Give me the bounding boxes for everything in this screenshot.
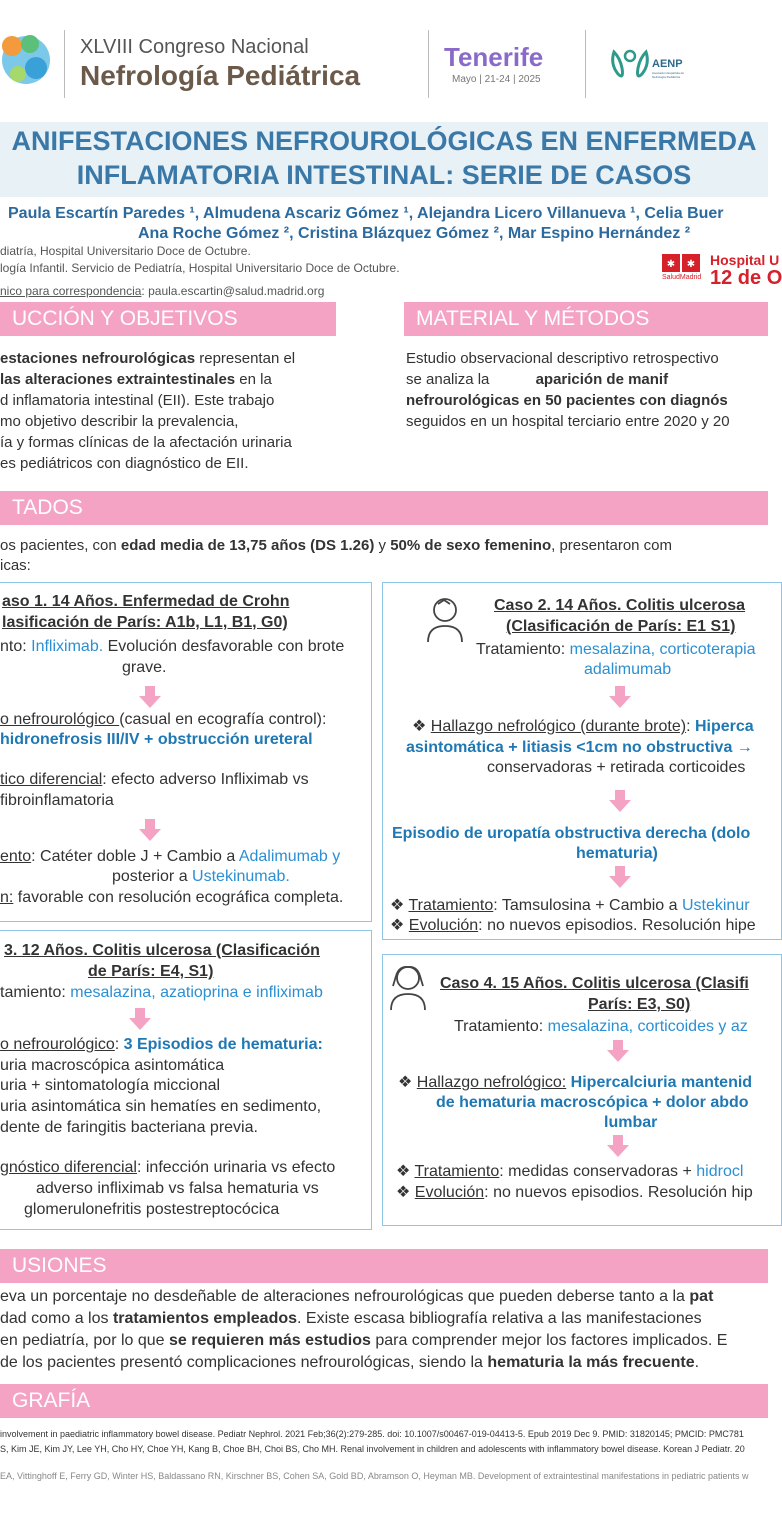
case1-title1: aso 1. 14 Años. Enfermedad de Crohn [2,593,290,610]
case1-tr1c: Adalimumab y [238,848,341,865]
event-month: Mayo [452,74,477,85]
case1-e1b: favorable con resolución ecográfica completa. [13,889,344,906]
case1-t1c: Evolución desfavorable con brote [103,638,345,655]
case1-finding2: hidronefrosis III/IV + obstrucción ureteral [0,731,313,748]
results-l1e: , presentaron com [551,537,673,554]
case1-diff2: fibroinflamatoria [0,792,114,809]
intro-line6: es pediátricos con diagnóstico de EII. [0,455,249,472]
girl-avatar-icon [387,964,429,1010]
case1-finding1 [0,710,326,730]
contact-email[interactable]: : paula.escartin@salud.madrid.org [141,284,325,298]
affiliation-2: logía Infantil. Servicio de Pediatría, Hospital Universitario Doce de Octubre. [0,261,400,275]
case3-title2: de París: E4, S1) [88,963,214,980]
case2-treatment [476,640,756,660]
case3-arrow-icon [129,1008,151,1030]
case4-arrow2-icon [607,1135,629,1157]
hospital-logo-icon [662,252,702,274]
svg-text:✱: ✱ [686,259,696,270]
bibliography-list [0,1428,768,1488]
concl-l3a: en pediatría, por lo que [0,1332,170,1349]
intro-l2a: las alteraciones extraintestinales [0,371,236,388]
concl-l3b: se requieren más estudios [169,1332,371,1349]
results-heading: TADOS [0,491,768,525]
case1-diff1 [0,770,309,790]
case3-title1: 3. 12 Años. Colitis ulcerosa (Clasificación [4,942,320,959]
case3-h1a: o nefrourológico [0,1036,115,1053]
results-l1a: os pacientes, con [0,537,121,554]
case1-t1a: nto: [0,638,32,655]
case3-ep1: uria macroscópica asintomática [0,1057,225,1074]
case1-e1a: n: [0,889,14,906]
intro-l1a: estaciones nefrourológicas [0,350,196,367]
case4-title1: Caso 4. 15 Años. Colitis ulcerosa (Clasifi [440,975,749,992]
case4-h1b: Hallazgo nefrológico: [416,1074,567,1091]
case4-title2: París: E3, S0) [588,996,691,1013]
case1-evolution [0,888,343,908]
case1-arrow1-icon [139,686,161,708]
methods-l2b: aparición de manif [535,371,669,388]
case3-diff3: glomerulonefritis postestreptocócica [24,1201,280,1218]
intro-l2b: en la [235,371,272,388]
case4-finding3: lumbar [604,1114,658,1131]
results-l1b: edad media de 13,75 años (DS 1.26) [120,537,375,554]
case1-treatment2: grave. [122,659,167,676]
case2-tr1a: ❖ [390,897,409,914]
congress-title-line2: Nefrología Pediátrica [80,60,361,91]
case3-t1a: tamiento: [0,984,71,1001]
event-date: Mayo | 21-24 | 2025 [452,74,541,85]
case2-ev [390,916,756,936]
bib-ref1: involvement in paediatric inflammatory bowel disease. Pediatr Nephrol. 2021 Feb;36(2):279-285. doi: 10.1007/s00467-019-04413-5. Epub 2019 Dec 9. PMID: 31820145; PMCID: PMC781 [0,1429,744,1439]
concl-l1b: pat [689,1288,714,1305]
intro-line4: mo objetivo describir la prevalencia, [0,413,239,430]
event-year: 2025 [518,74,541,85]
case3-diff2: adverso infliximab vs falsa hematuria vs [36,1180,319,1197]
case3-ep3: uria asintomática sin hematíes en sedimento, [0,1098,322,1115]
case2-h1d: Hiperca [694,718,754,735]
case3-ep3b: dente de faringitis bacteriana previa. [0,1119,258,1136]
intro-line5: ía y formas clínicas de la afectación urinaria [0,434,292,451]
intro-line1 [0,349,295,369]
case2-tr1b: Tratamiento [408,897,494,914]
conclusions-line3 [0,1331,727,1351]
case4-ev1a: ❖ [396,1184,415,1201]
case2-h1a: ❖ [412,718,431,735]
case1-tr2 [112,867,290,887]
case3-drugs: mesalazina, azatioprina e infliximab [70,984,323,1001]
case2-finding1 [412,717,754,737]
concl-l1a: eva un porcentaje no desdeñable de alteraciones nefrourológicas que pueden deberse tanto a la [0,1288,690,1305]
case1-tr1b: : Catéter doble J + Cambio a [31,848,239,865]
case4-arrow1-icon [607,1040,629,1062]
results-l1c: y [374,537,391,554]
case2-tr1d: Ustekinur [681,897,750,914]
case1-h1b: (casual en ecografía control): [119,711,327,728]
contact-line [0,281,324,301]
case4-tr1a: ❖ [396,1163,415,1180]
case1-d1b: : efecto adverso Infliximab vs [102,771,309,788]
case3-h1c: 3 Episodios de hematuria: [123,1036,323,1053]
svg-text:✱: ✱ [666,259,676,270]
results-l1d: 50% de sexo femenino [390,537,552,554]
tenerife-title: Tenerife [444,42,544,72]
case4-tr1b: Tratamiento [414,1163,500,1180]
case2-tr1c: : Tamsulosina + Cambio a [493,897,682,914]
hospital-name-line1: Hospital U [710,252,780,268]
authors-line1: Paula Escartín Paredes ¹, Almudena Ascariz Gómez ¹, Alejandra Licero Villanueva ¹, Celia Buer [8,205,724,222]
case1-treatment [0,637,344,657]
bib-ref3: EA, Vittinghoff E, Ferry GD, Winter HS, Baldassano RN, Kirschner BS, Cohen SA, Gold BD, Abramson O, Heyman MB. Development of extraintestinal manifestations in pediatric patients w [0,1471,749,1481]
intro-heading: UCCIÓN Y OBJETIVOS [0,302,336,336]
case1-drug: Infliximab. [31,638,104,655]
methods-l2a: se analiza la [406,371,494,388]
case4-ev [396,1183,753,1203]
intro-line2 [0,370,272,390]
case3-finding [0,1035,323,1055]
conclusions-line4 [0,1353,699,1373]
concl-l4a: de los pacientes presentó complicaciones nefrourológicas, siendo la [0,1354,488,1371]
case3-ep2: uria + sintomatología miccional [0,1077,221,1094]
methods-line1: Estudio observacional descriptivo retrospectivo [406,350,719,367]
bibliography-heading: GRAFÍA [0,1384,768,1418]
case2-tr [390,896,750,916]
conclusions-line2 [0,1309,702,1329]
case4-ev1c: : no nuevos episodios. Resolución hip [484,1184,753,1201]
case2-ev1c: : no nuevos episodios. Resolución hipe [478,917,756,934]
concl-l4c: . [694,1354,700,1371]
case4-drugs: mesalazina, corticoides y az [547,1018,748,1035]
concl-l3c: para comprender mejor los factores implicados. E [370,1332,728,1349]
bib-ref2: S, Kim JE, Kim JY, Lee YH, Cho HY, Choe YH, Kang B, Choe BH, Choi BS, Cho MH. Renal involvement in children and adolescents with inflammatory bowel disease. Korean J Pediatr. 20 [0,1444,745,1454]
case4-t1a: Tratamiento: [454,1018,548,1035]
case2-ev1a: ❖ [390,917,409,934]
case3-diff1 [0,1158,335,1178]
case1-tr1 [0,847,340,867]
case2-arrow2-icon [609,790,631,812]
case2-finding3: conservadoras + retirada corticoides [487,759,746,776]
case2-episode1: Episodio de uropatía obstructiva derecha (dolo [392,825,751,842]
methods-line2 [406,370,668,390]
case1-d1a: tico diferencial [0,771,103,788]
case4-h1c: Hipercalciuria mantenid [566,1074,753,1091]
intro-line3: d inflamatoria intestinal (EII). Este trabajo [0,392,275,409]
methods-line4: seguidos en un hospital terciario entre 2020 y 20 [406,413,730,430]
case1-h1a: o nefrourológico [0,711,120,728]
case1-tr2a: posterior a [112,868,193,885]
case4-ev1b: Evolución [414,1184,485,1201]
case2-h1c: : [686,718,695,735]
case1-tr2b: Ustekinumab. [192,868,290,885]
concl-l2a: dad como a los [0,1310,113,1327]
case4-tr1c: : medidas conservadoras + [499,1163,697,1180]
case4-tr [396,1162,743,1182]
methods-heading: MATERIAL Y MÉTODOS [404,302,768,336]
congress-title-line1: XLVIII Congreso Nacional [80,36,309,58]
case4-finding2: de hematuria macroscópica + dolor abdo [436,1094,749,1111]
case1-title2: lasificación de París: A1b, L1, B1, G0) [2,614,288,631]
case2-arrow3-icon [609,866,631,888]
case2-t1a: Tratamiento: [476,641,570,658]
case2-title2: (Clasificación de París: E1 S1) [506,618,736,635]
results-line1 [0,536,672,556]
case3-h1b: : [114,1036,124,1053]
contact-label: nico para correspondencia [0,284,142,298]
case2-arrow1-icon [609,686,631,708]
society-full: Asociación Española de Nefrología Pediátrica [652,71,685,79]
conclusions-line1 [0,1287,713,1307]
poster-title-line2: INFLAMATORIA INTESTINAL: SERIE DE CASOS [76,160,692,190]
case4-treatment [454,1017,748,1037]
case3-treatment [0,983,323,1003]
boy-avatar-icon [424,596,466,642]
case1-arrow2-icon [139,819,161,841]
case2-finding2: asintomática + litiasis <1cm no obstructiva → [406,739,753,756]
concl-l2b: tratamientos empleados [112,1310,298,1327]
case2-episode2: hematuria) [576,845,658,862]
event-days: 21-24 [484,74,511,85]
case2-drugs: mesalazina, corticoterapia [569,641,756,658]
case4-finding1 [398,1073,752,1093]
results-line2: icas: [0,557,31,574]
case2-ev1b: Evolución [408,917,479,934]
salud-madrid-brand: SaludMadrid [662,274,702,281]
case2-treatment2: adalimumab [584,661,672,678]
authors-line2: Ana Roche Gómez ², Cristina Blázquez Gómez ², Mar Espino Hernández ² [138,225,691,242]
society-logo [608,44,652,84]
hospital-name-line2: 12 de O [710,267,782,289]
case4-h1a: ❖ [398,1074,417,1091]
intro-l1b: representan el [195,350,296,367]
case4-tr1d: hidrocl [696,1163,744,1180]
methods-line3: nefrourológicas en 50 pacientes con diagnós [406,392,728,409]
case2-title1: Caso 2. 14 Años. Colitis ulcerosa [494,597,746,614]
case1-tr1a: ento [0,848,32,865]
concl-l2c: . Existe escasa bibliografía relativa a las manifestaciones [297,1310,702,1327]
society-abbr: AENP [652,58,683,70]
conclusions-heading: USIONES [0,1249,768,1283]
affiliation-1: diatría, Hospital Universitario Doce de Octubre. [0,244,251,258]
case3-d1b: : infección urinaria vs efecto [136,1159,336,1176]
concl-l4b: hematuria la más frecuente [487,1354,695,1371]
poster-title-line1: ANIFESTACIONES NEFROUROLÓGICAS EN ENFERMEDA [11,126,757,156]
case2-h1b: Hallazgo nefrológico (durante brote) [430,718,687,735]
case3-d1a: gnóstico diferencial [0,1159,137,1176]
congress-logo [0,24,52,96]
